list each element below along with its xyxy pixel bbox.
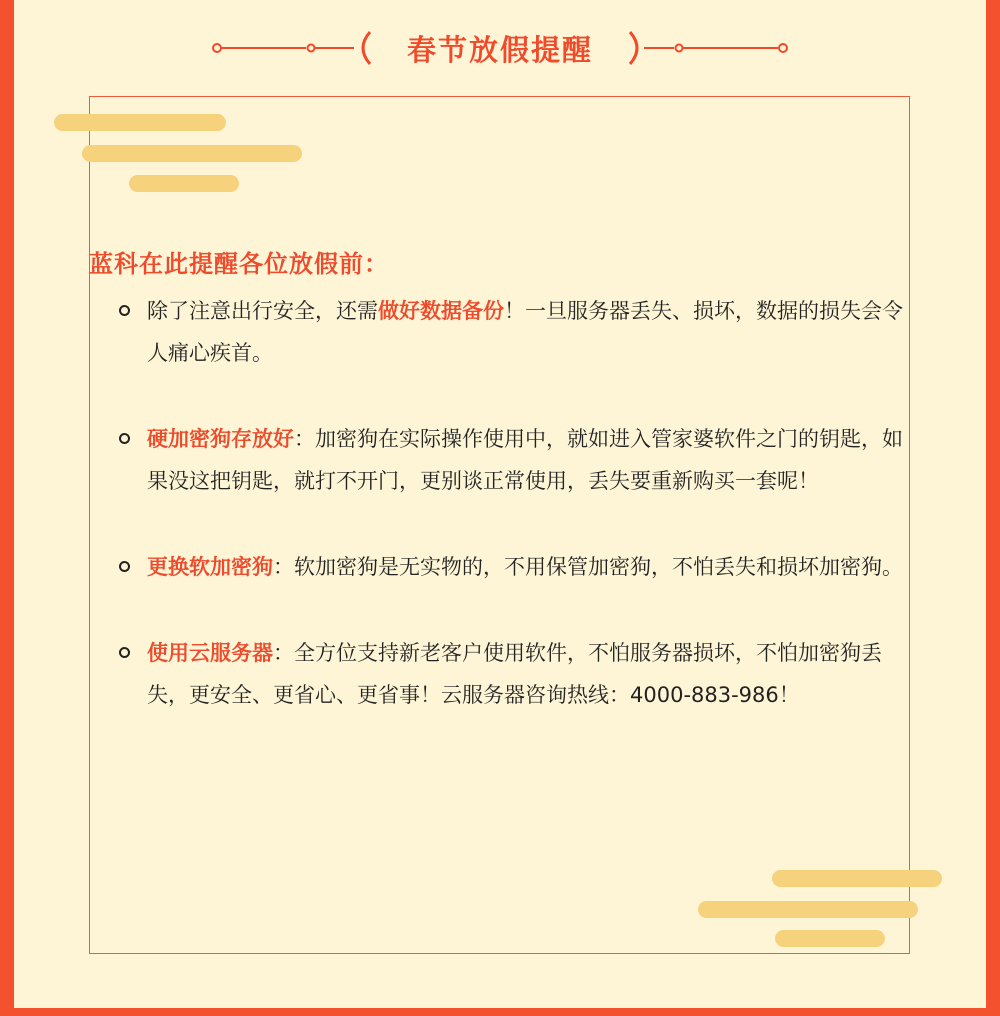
notice-content xyxy=(89,244,919,760)
reminder-text: ：加密狗在实际操作使用中，就如进入管家婆软件之门的钥匙，如果没这把钥匙，就打不开门，更别谈正常使用，丢失要重新购买一套呢！ xyxy=(147,427,903,493)
reminder-highlight: 做好数据备份 xyxy=(378,299,504,323)
reminder-item-hardware-dongle xyxy=(89,418,919,502)
list-bullet-icon xyxy=(119,305,130,316)
page-title: 春节放假提醒 xyxy=(406,33,593,67)
cloud-decoration-bottom-right-icon xyxy=(698,870,948,950)
reminder-text: ：全方位支持新老客户使用软件，不怕服务器损坏，不怕加密狗丢失，更安全、更省心、更省事！云服务器咨询热线：4000-883-986！ xyxy=(147,641,882,707)
cloud-decoration-top-left-icon xyxy=(54,114,304,194)
reminder-text: 除了注意出行安全，还需 xyxy=(147,299,378,323)
title-banner xyxy=(14,0,986,100)
reminder-list xyxy=(89,290,919,716)
reminder-highlight: 硬加密狗存放好 xyxy=(147,427,294,451)
list-bullet-icon xyxy=(119,647,130,658)
list-bullet-icon xyxy=(119,433,130,444)
reminder-text: ！一旦服务器丢失、损坏，数据的损失会令人痛心疾首。 xyxy=(147,299,903,365)
reminder-text: ：软加密狗是无实物的，不用保管加密狗，不怕丢失和损坏加密狗。 xyxy=(273,555,903,579)
reminder-highlight: 更换软加密狗 xyxy=(147,555,273,579)
list-bullet-icon xyxy=(119,561,130,572)
reminder-highlight: 使用云服务器 xyxy=(147,641,273,665)
notice-heading: 蓝科在此提醒各位放假前： xyxy=(89,250,389,278)
reminder-item-backup xyxy=(89,290,919,374)
reminder-item-soft-dongle xyxy=(89,546,919,588)
reminder-item-cloud-server xyxy=(89,632,919,716)
